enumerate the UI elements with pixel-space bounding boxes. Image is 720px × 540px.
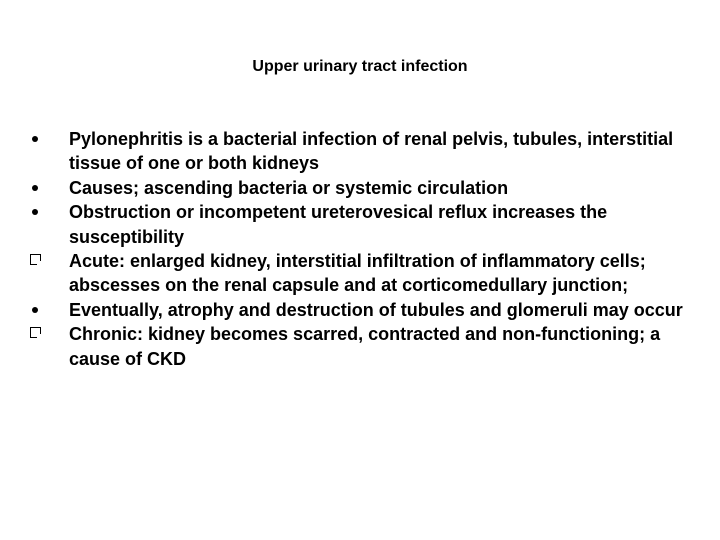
bullet-text: Pylonephritis is a bacterial infection of renal pelvis, tubules, interstitial tissue of one or both kidneys xyxy=(69,129,674,174)
slide-title: Upper urinary tract infection xyxy=(252,58,468,75)
bullet-text: Causes; ascending bacteria or systemic circulation xyxy=(69,177,509,198)
bullet-item xyxy=(30,249,690,298)
bullet-item xyxy=(30,200,690,249)
bullet-text: Eventually, atrophy and destruction of tubules and glomeruli may occur xyxy=(69,299,683,320)
bullet-dot-icon xyxy=(30,200,50,224)
bullet-text: Chronic: kidney becomes scarred, contracted and non-functioning; a cause of CKD xyxy=(69,324,661,369)
bullet-dot-icon xyxy=(30,127,50,151)
bullet-item xyxy=(30,176,690,200)
bullet-list xyxy=(30,127,690,371)
bullet-item xyxy=(30,298,690,322)
checkbox-icon xyxy=(30,322,50,346)
bullet-text: Acute: enlarged kidney, interstitial infiltration of inflammatory cells; abscesses on the renal capsule and at corticomedullary junction; xyxy=(69,251,646,296)
bullet-dot-icon xyxy=(30,176,50,200)
bullet-text: Obstruction or incompetent ureterovesical reflux increases the susceptibility xyxy=(69,202,608,247)
bullet-dot-icon xyxy=(30,298,50,322)
checkbox-icon xyxy=(30,249,50,273)
bullet-item xyxy=(30,127,690,176)
bullet-item xyxy=(30,322,690,371)
